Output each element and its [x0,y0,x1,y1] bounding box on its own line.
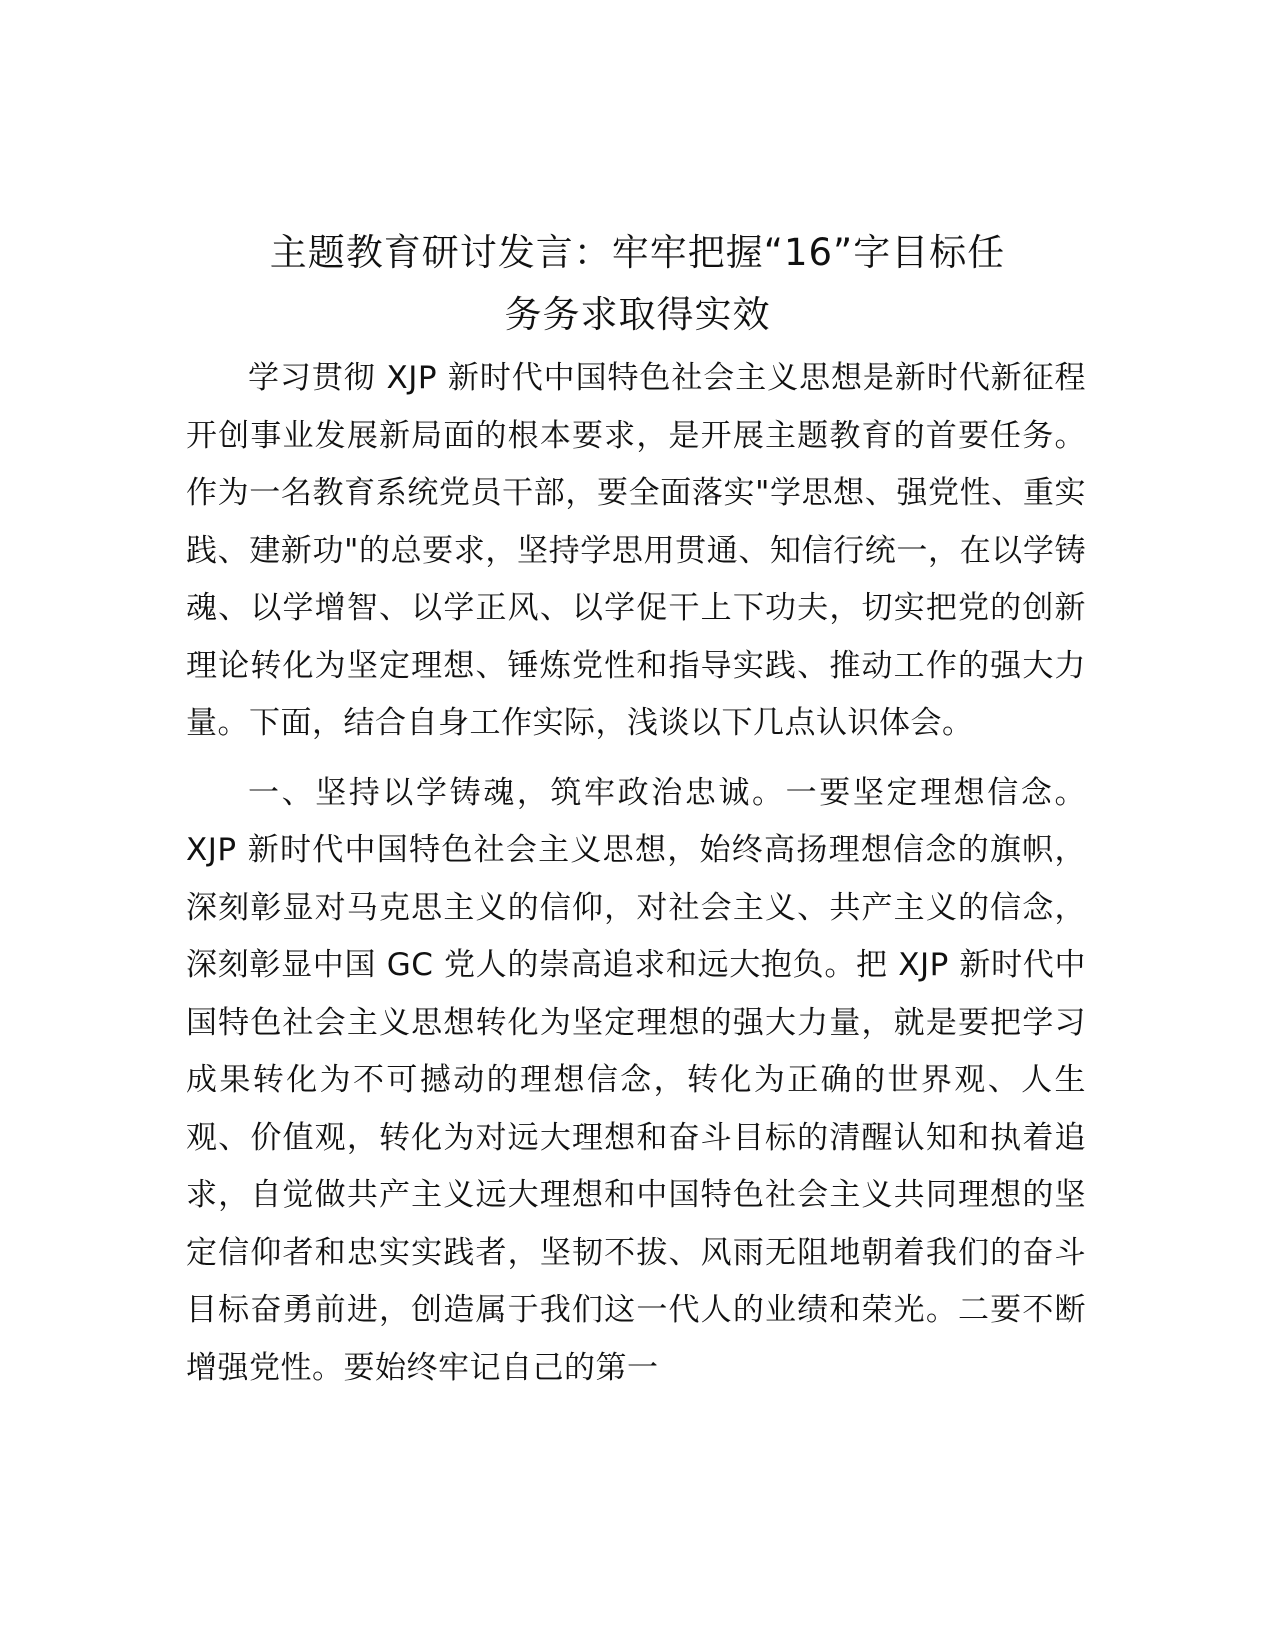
document-title [170,222,1105,346]
document-body [186,350,1086,1409]
paragraph-section-1: 一、坚持以学铸魂，筑牢政治忠诚。一要坚定理想信念。XJP 新时代中国特色社会主义思想，始终高扬理想信念的旗帜，深刻彰显对马克思主义的信仰，对社会主义、共产主义的信念，深刻彰显中国 GC 党人的崇高追求和远大抱负。把 XJP 新时代中国特色社会主义思想转化为坚定理想的强大力量，就是要把学习成果转化为不可撼动的理想信念，转化为正确的世界观、人生观、价值观，转化为对远大理想和奋斗目标的清醒认知和执着追求，自觉做共产主义远大理想和中国特色社会主义共同理想的坚定信仰者和忠实实践者，坚韧不拔、风雨无阻地朝着我们的奋斗目标奋勇前进，创造属于我们这一代人的业绩和荣光。二要不断增强党性。要始终牢记自己的第一 [186,774,1086,1386]
title-line-1: 主题教育研讨发言：牢牢把握“16”字目标任 [269,231,1006,274]
title-line-2: 务务求取得实效 [504,293,771,336]
paragraph-intro: 学习贯彻 XJP 新时代中国特色社会主义思想是新时代新征程开创事业发展新局面的根本要求，是开展主题教育的首要任务。作为一名教育系统党员干部，要全面落实"学思想、强党性、重实践、建新功"的总要求，坚持学思用贯通、知信行统一，在以学铸魂、以学增智、以学正风、以学促干上下功夫，切实把党的创新理论转化为坚定理想、锤炼党性和指导实践、推动工作的强大力量。下面，结合自身工作实际，浅谈以下几点认识体会。 [186,360,1086,741]
